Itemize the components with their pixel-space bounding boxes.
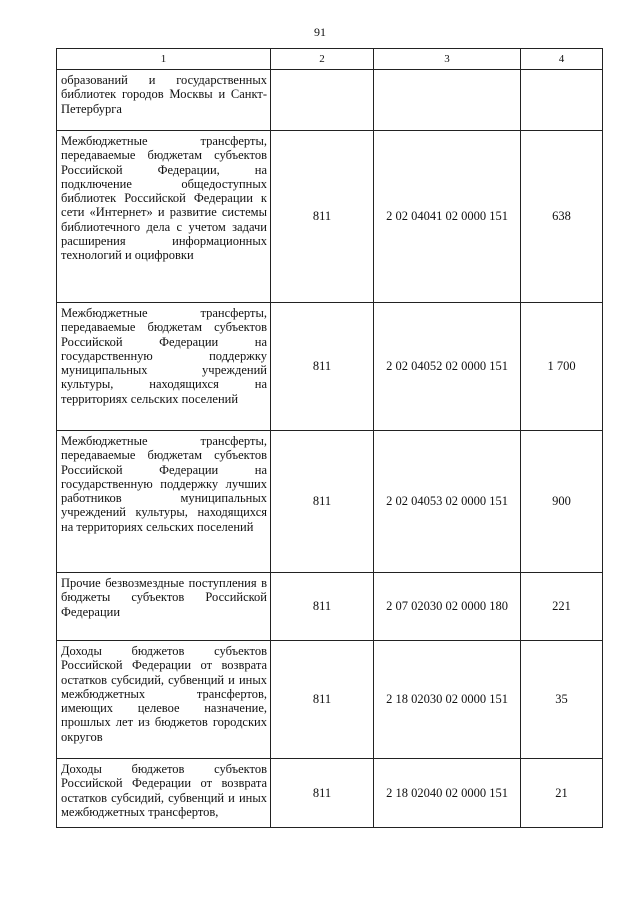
table-row [57,759,603,828]
row-admin-cell: 811 [271,641,374,759]
row-amount-cell: 21 [521,759,603,828]
table-row [57,70,603,131]
column-header-admin: 2 [271,49,374,70]
row-amount-cell [521,70,603,131]
row-name-cell: Межбюджетные трансферты, передаваемые бюджетам субъектов Российской Федерации на государственную поддержку муниципальных учреждений культуры, находящихся на территориях сельских поселений [57,303,271,431]
row-admin-cell: 811 [271,131,374,303]
row-code-cell: 2 18 02030 02 0000 151 [374,641,521,759]
page-number: 91 [314,25,326,39]
header-row [57,49,603,70]
table-header [57,49,603,70]
row-name-cell: Межбюджетные трансферты, передаваемые бюджетам субъектов Российской Федерации, на подключение общедоступных библиотек Российской Федерации к сети «Интернет» и развитие системы библиотечного дела с учетом задачи расширения информационных технологий и оцифровки [57,131,271,303]
table-body [57,70,603,828]
row-code-cell: 2 02 04053 02 0000 151 [374,431,521,573]
row-admin-cell: 811 [271,759,374,828]
column-header-amount: 4 [521,49,603,70]
row-admin-cell [271,70,374,131]
row-code-cell: 2 02 04041 02 0000 151 [374,131,521,303]
row-admin-cell: 811 [271,303,374,431]
table-row [57,131,603,303]
table-row [57,573,603,641]
row-code-cell: 2 18 02040 02 0000 151 [374,759,521,828]
column-header-code: 3 [374,49,521,70]
row-name-cell: образований и государственных библиотек городов Москвы и Санкт-Петербурга [57,70,271,131]
row-name-cell: Прочие безвозмездные поступления в бюджеты субъектов Российской Федерации [57,573,271,641]
row-name-cell: Доходы бюджетов субъектов Российской Федерации от возврата остатков субсидий, субвенций и иных межбюджетных трансфертов, [57,759,271,828]
row-amount-cell: 35 [521,641,603,759]
table-row [57,303,603,431]
row-amount-cell: 638 [521,131,603,303]
row-code-cell: 2 02 04052 02 0000 151 [374,303,521,431]
column-header-name: 1 [57,49,271,70]
table-row [57,431,603,573]
row-name-cell: Межбюджетные трансферты, передаваемые бюджетам субъектов Российской Федерации на государственную поддержку лучших работников муниципальных учреждений культуры, находящихся на территориях сельских поселений [57,431,271,573]
row-admin-cell: 811 [271,431,374,573]
row-code-cell [374,70,521,131]
row-code-cell: 2 07 02030 02 0000 180 [374,573,521,641]
row-amount-cell: 1 700 [521,303,603,431]
row-name-cell: Доходы бюджетов субъектов Российской Федерации от возврата остатков субсидий, субвенций и иных межбюджетных трансфертов, имеющих целевое назначение, прошлых лет из бюджетов городских округов [57,641,271,759]
row-admin-cell: 811 [271,573,374,641]
row-amount-cell: 221 [521,573,603,641]
row-amount-cell: 900 [521,431,603,573]
table-row [57,641,603,759]
budget-table [56,48,603,828]
